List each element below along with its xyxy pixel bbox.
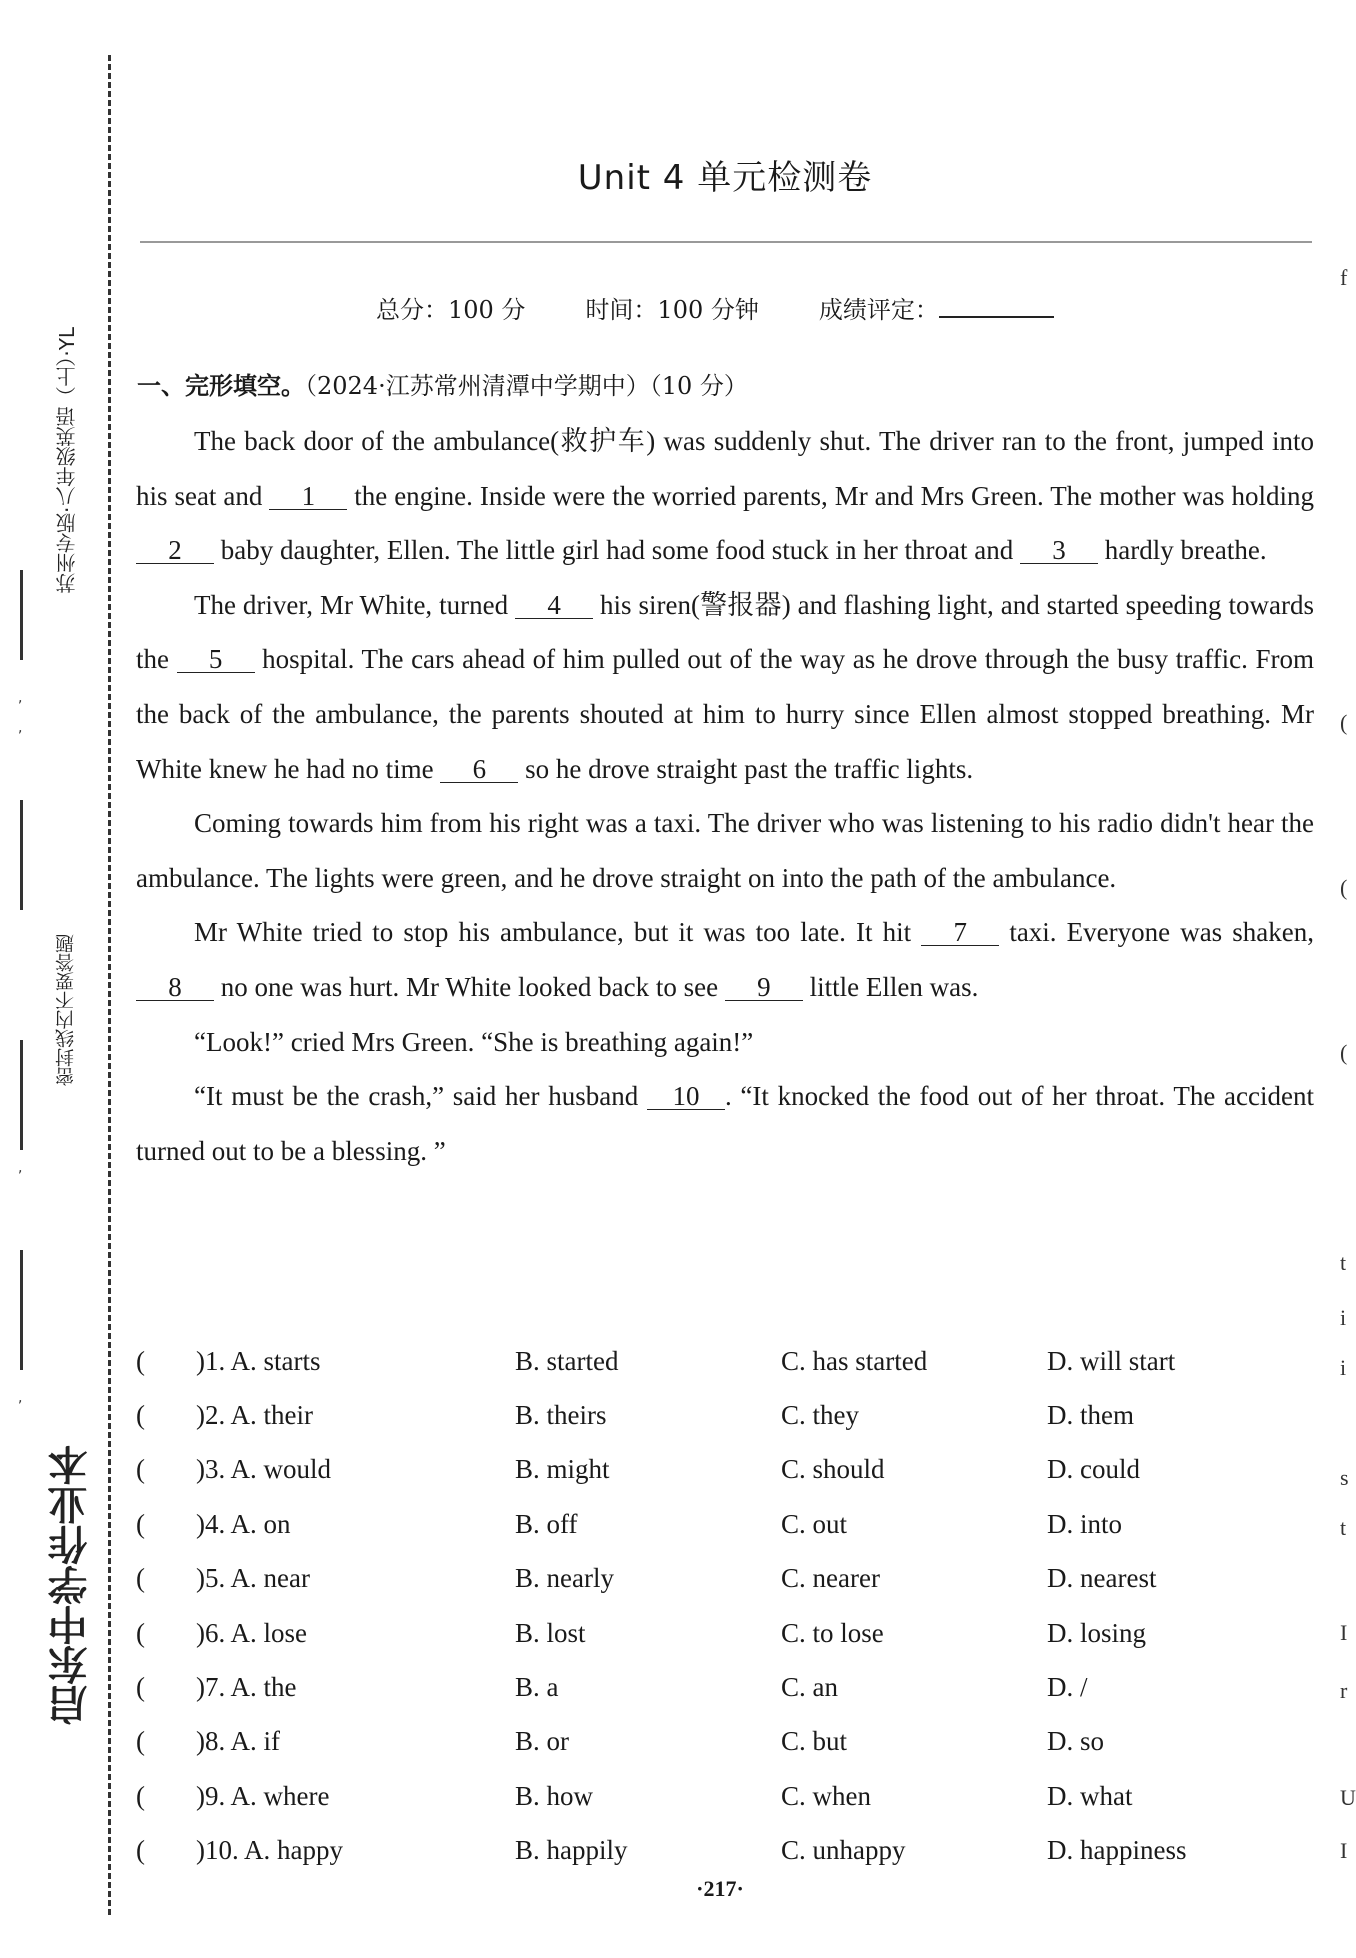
margin-rule-middle <box>20 800 23 910</box>
option-a[interactable]: )5. A. near <box>196 1563 310 1594</box>
passage-paragraph <box>136 905 1314 1014</box>
blank-10[interactable]: 10 <box>647 1083 725 1110</box>
section-source: （2024·江苏常州清潭中学期中）（10 分） <box>305 372 748 400</box>
question-row <box>136 1334 1316 1388</box>
exam-meta <box>376 290 1054 325</box>
margin-tick: , <box>18 720 23 736</box>
passage-paragraph: Coming towards him from his right was a taxi. The driver who was listening to his radio didn't hear the ambulance. The lights were green, and he drove straight on into the path of the ambulance. <box>136 808 1314 893</box>
question-row <box>136 1606 1316 1660</box>
passage-text: little Ellen was. <box>802 971 979 1002</box>
option-b[interactable]: B. happily <box>515 1835 628 1866</box>
edge-letter: ( <box>1340 710 1348 735</box>
page-title: Unit 4 单元检测卷 <box>577 158 873 198</box>
option-d[interactable]: D. what <box>1047 1780 1133 1811</box>
option-c[interactable]: C. they <box>781 1400 859 1431</box>
option-b[interactable]: B. off <box>515 1508 578 1539</box>
question-row <box>136 1388 1316 1442</box>
option-d[interactable]: D. them <box>1047 1400 1134 1431</box>
option-d[interactable]: D. into <box>1047 1508 1123 1539</box>
passage-text: baby daughter, Ellen. The little girl had some food stuck in her throat and <box>214 535 1020 566</box>
book-series-label: 苏州专版·八年级英语（上）·YL <box>55 326 79 594</box>
blank-7[interactable]: 7 <box>921 919 999 946</box>
edge-letter: ( <box>1340 1040 1348 1065</box>
blank-6[interactable]: 6 <box>440 756 518 783</box>
passage-paragraph <box>136 414 1314 578</box>
grade-field <box>819 290 1054 325</box>
question-row <box>136 1769 1316 1823</box>
title-divider <box>140 241 1312 243</box>
blank-2[interactable]: 2 <box>136 537 214 564</box>
edge-letter: f <box>1340 265 1348 290</box>
blank-4[interactable]: 4 <box>515 592 593 619</box>
option-b[interactable]: B. a <box>515 1672 559 1703</box>
passage-text: no one was hurt. Mr White looked back to see <box>214 971 725 1002</box>
cloze-passage <box>136 414 1314 1178</box>
question-row <box>136 1552 1316 1606</box>
option-b[interactable]: B. how <box>515 1780 594 1811</box>
option-b[interactable]: B. might <box>515 1454 610 1485</box>
margin-tick: , <box>18 1160 23 1176</box>
margin-tick: , <box>18 690 23 706</box>
option-a[interactable]: )3. A. would <box>196 1454 331 1485</box>
passage-paragraph <box>136 1069 1314 1178</box>
option-a[interactable]: )9. A. where <box>196 1780 330 1811</box>
passage-paragraph <box>136 578 1314 796</box>
grade-label: 成绩评定： <box>818 296 939 324</box>
option-c[interactable]: C. but <box>781 1726 848 1757</box>
passage-text: hardly breathe. <box>1097 535 1267 566</box>
option-c[interactable]: C. has started <box>781 1345 928 1376</box>
edge-letter: I <box>1340 1620 1348 1645</box>
total-score: 总分：100 分 <box>376 296 526 324</box>
edge-letter: r <box>1340 1678 1348 1703</box>
edge-letter: ( <box>1340 875 1348 900</box>
section-label: 一、完形填空。 <box>137 372 305 400</box>
edge-letter: i <box>1340 1305 1347 1330</box>
option-c[interactable]: C. nearer <box>781 1563 880 1594</box>
option-d[interactable]: D. so <box>1047 1726 1105 1757</box>
option-a[interactable]: )2. A. their <box>196 1400 313 1431</box>
option-b[interactable]: B. theirs <box>515 1400 607 1431</box>
passage-text: . “It knocked the food out of her throat. The accident turned out to be a blessing. ” <box>136 1081 1314 1166</box>
blank-9[interactable]: 9 <box>725 974 803 1001</box>
seal-line-warning: 密封线内不要答题 <box>55 934 77 1086</box>
answer-options <box>136 1334 1316 1878</box>
passage-paragraph: “Look!” cried Mrs Green. “She is breathing again!” <box>194 1026 754 1057</box>
margin-rule-bottom <box>20 1250 23 1370</box>
answer-paren[interactable]: ( <box>136 1617 145 1648</box>
passage-text: taxi. Everyone was shaken, <box>999 917 1315 948</box>
passage-text: so he drove straight past the traffic lights. <box>518 753 974 784</box>
edge-letter: t <box>1340 1515 1347 1540</box>
option-c[interactable]: C. out <box>781 1508 848 1539</box>
question-row <box>136 1715 1316 1769</box>
time-limit: 时间：100 分钟 <box>585 296 759 324</box>
option-d[interactable]: D. / <box>1047 1672 1088 1703</box>
margin-rule-lower <box>20 1040 23 1150</box>
question-row <box>136 1443 1316 1497</box>
question-row <box>136 1660 1316 1714</box>
passage-text: hospital. The cars ahead of him pulled out of the way as he drove through the busy traffic. From the back of the ambulance, the parents shouted at him to hurry since Ellen almost stopped breathing. Mr White knew he had no time <box>136 644 1314 784</box>
book-brand: 启东中学作业本 <box>48 1445 94 1725</box>
option-c[interactable]: C. to lose <box>781 1617 884 1648</box>
blank-5[interactable]: 5 <box>177 646 255 673</box>
answer-paren[interactable]: ( <box>136 1672 145 1703</box>
answer-paren[interactable]: ( <box>136 1780 145 1811</box>
passage-text: Mr White tried to stop his ambulance, but it was too late. It hit <box>194 917 922 948</box>
edge-letter: s <box>1340 1465 1349 1490</box>
edge-letter: I <box>1340 1838 1348 1863</box>
option-a[interactable]: )1. A. starts <box>196 1345 321 1376</box>
option-a[interactable]: )8. A. if <box>196 1726 280 1757</box>
margin-rule-top <box>20 570 23 660</box>
option-b[interactable]: B. started <box>515 1345 619 1376</box>
question-row <box>136 1824 1316 1878</box>
grade-blank[interactable] <box>939 294 1054 318</box>
option-d[interactable]: D. could <box>1047 1454 1140 1485</box>
option-c[interactable]: C. unhappy <box>781 1835 906 1866</box>
option-d[interactable]: D. losing <box>1047 1617 1147 1648</box>
passage-text: The back door of the ambulance(救护车) was suddenly shut. The driver ran to the front, jumped into his seat and <box>136 426 1314 511</box>
option-a[interactable]: )6. A. lose <box>196 1617 307 1648</box>
option-a[interactable]: )7. A. the <box>196 1672 297 1703</box>
blank-1[interactable]: 1 <box>269 483 347 510</box>
answer-paren[interactable]: ( <box>136 1726 145 1757</box>
answer-paren[interactable]: ( <box>136 1400 145 1431</box>
edge-letter: t <box>1340 1250 1347 1275</box>
option-d[interactable]: D. nearest <box>1047 1563 1157 1594</box>
option-c[interactable]: C. an <box>781 1672 838 1703</box>
question-row <box>136 1497 1316 1551</box>
edge-letter: i <box>1340 1355 1347 1380</box>
passage-text: the engine. Inside were the worried parents, Mr and Mrs Green. The mother was holding <box>347 480 1314 511</box>
answer-paren[interactable]: ( <box>136 1345 145 1376</box>
option-d[interactable]: D. will start <box>1047 1345 1176 1376</box>
page-number: ·217· <box>696 1876 744 1901</box>
option-b[interactable]: B. or <box>515 1726 569 1757</box>
option-c[interactable]: C. should <box>781 1454 885 1485</box>
option-b[interactable]: B. lost <box>515 1617 586 1648</box>
answer-paren[interactable]: ( <box>136 1835 145 1866</box>
blank-8[interactable]: 8 <box>136 974 214 1001</box>
section-heading <box>137 366 748 401</box>
option-a[interactable]: )10. A. happy <box>196 1835 343 1866</box>
option-c[interactable]: C. when <box>781 1780 871 1811</box>
option-b[interactable]: B. nearly <box>515 1563 614 1594</box>
option-d[interactable]: D. happiness <box>1047 1835 1187 1866</box>
edge-letter: U <box>1340 1785 1356 1810</box>
blank-3[interactable]: 3 <box>1020 537 1098 564</box>
passage-text: The driver, Mr White, turned <box>194 589 516 620</box>
margin-tick: , <box>18 1390 23 1406</box>
answer-paren[interactable]: ( <box>136 1563 145 1594</box>
answer-paren[interactable]: ( <box>136 1454 145 1485</box>
answer-paren[interactable]: ( <box>136 1508 145 1539</box>
option-a[interactable]: )4. A. on <box>196 1508 291 1539</box>
passage-text: his siren(警报器) and flashing light, and started speeding towards the <box>136 589 1314 675</box>
binding-dashed-line <box>108 55 111 1915</box>
passage-text: “It must be the crash,” said her husband <box>194 1081 647 1112</box>
